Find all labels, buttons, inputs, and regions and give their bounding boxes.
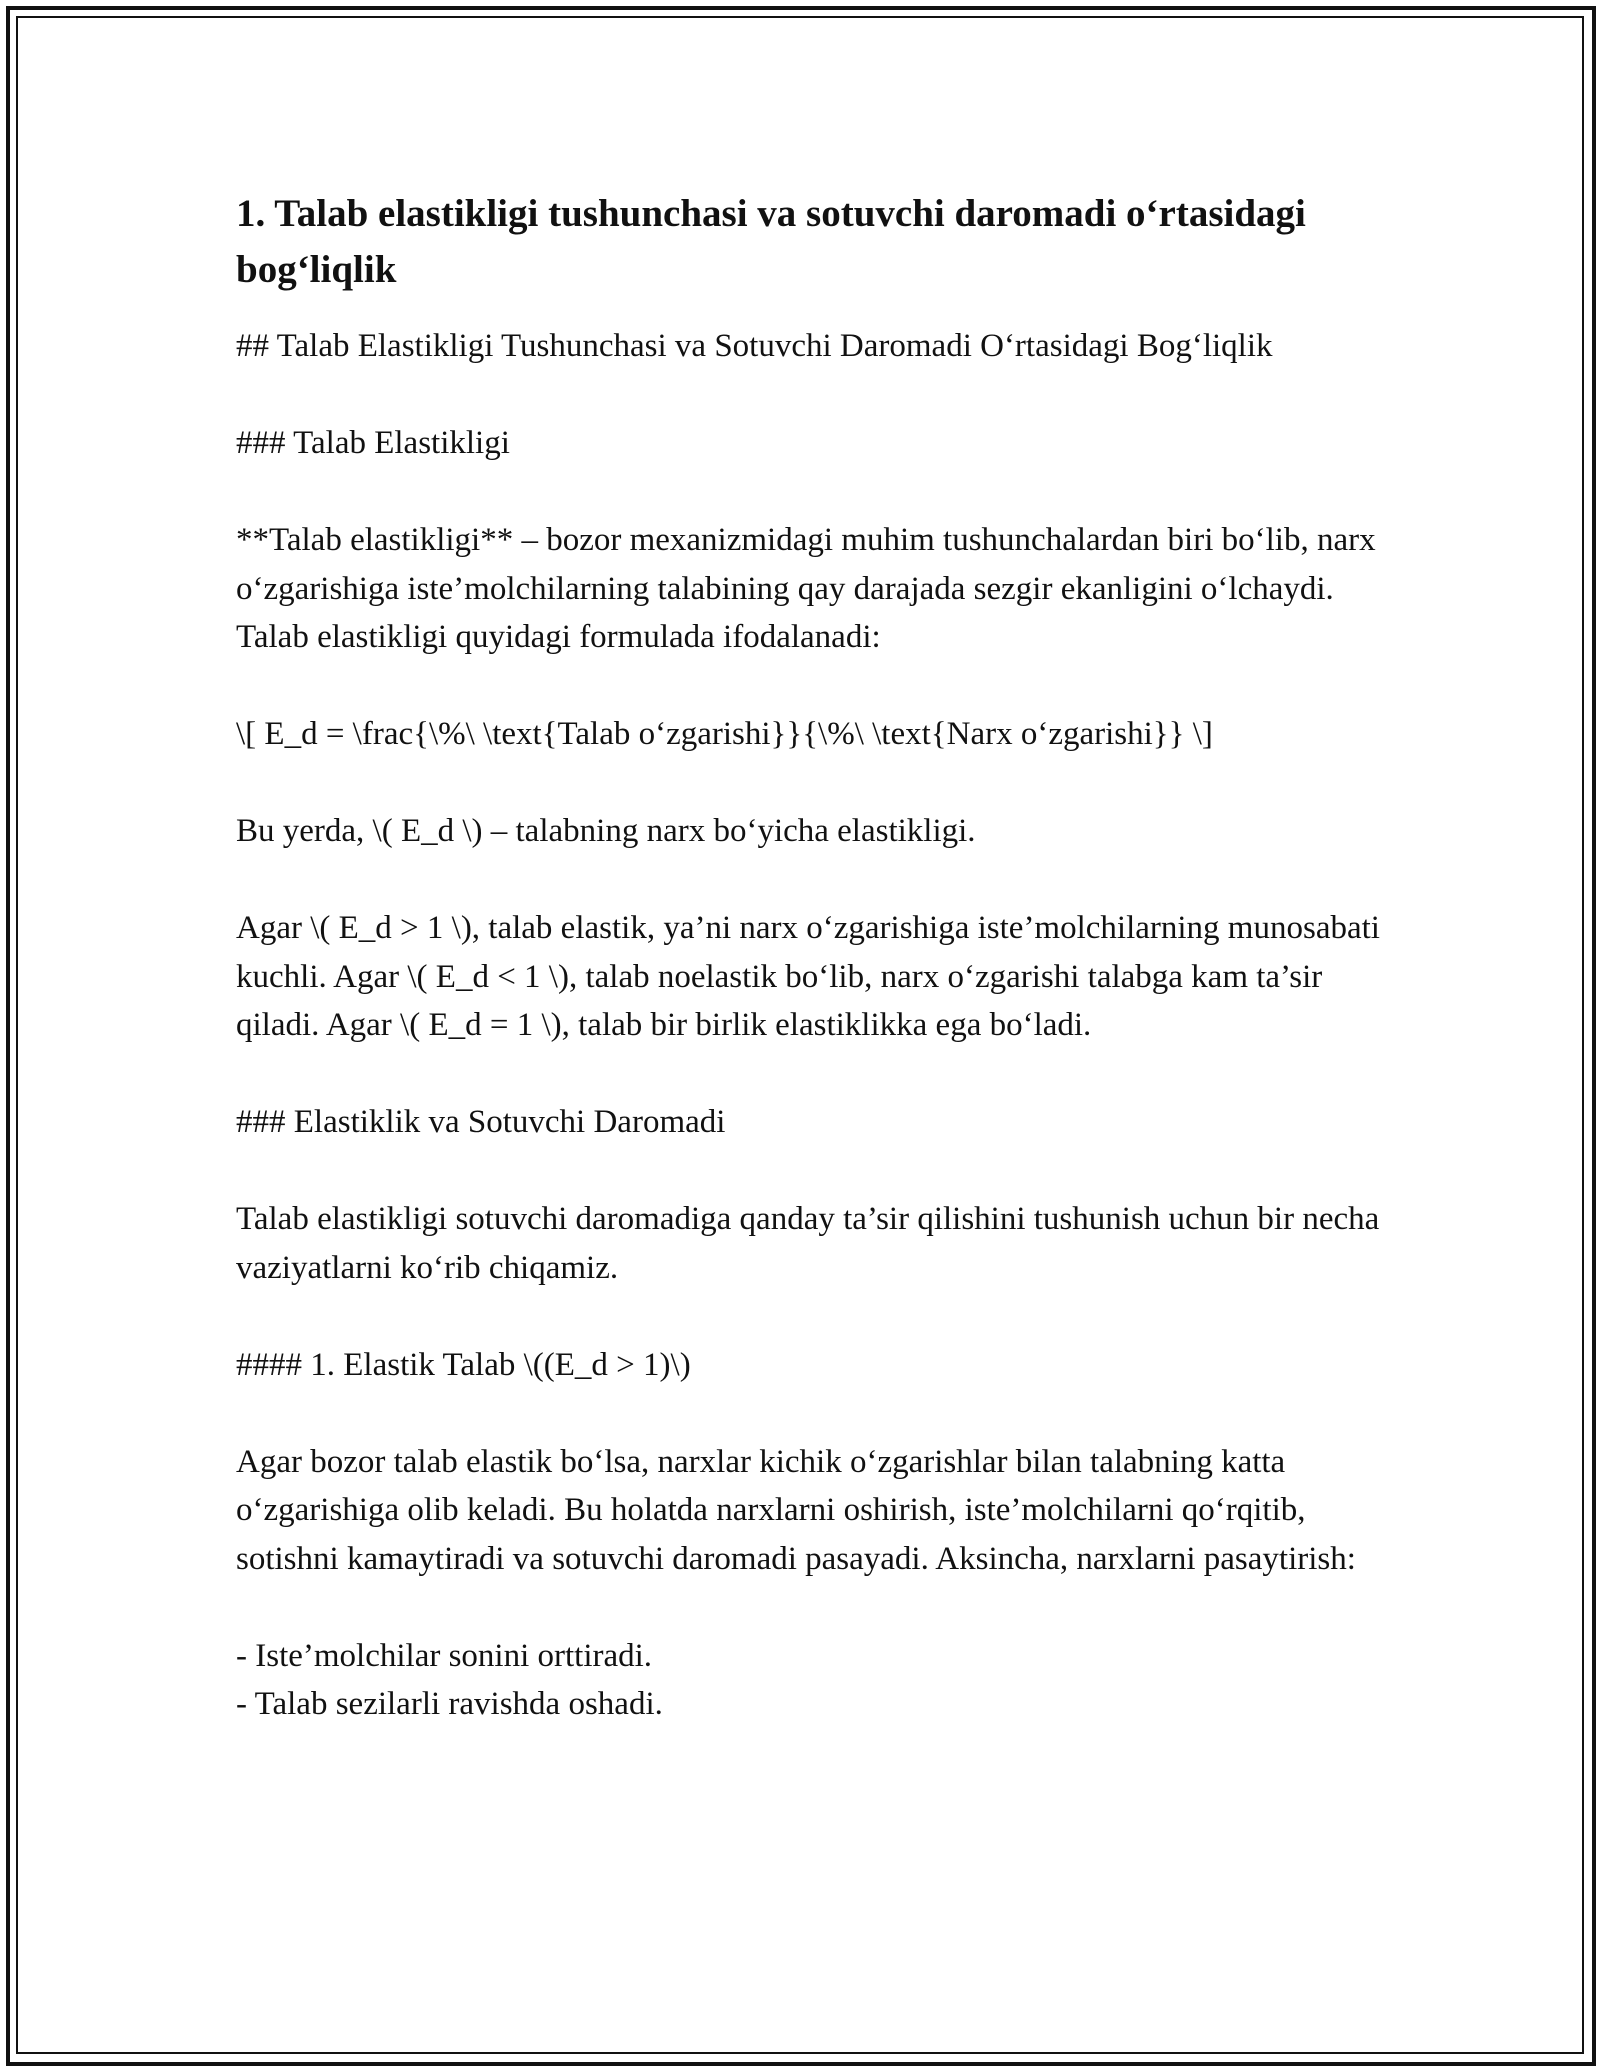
- list-item: - Iste’molchilar sonini orttiradi.: [236, 1637, 653, 1674]
- list-item: - Talab sezilarli ravishda oshadi.: [236, 1686, 663, 1722]
- heading-2-line: ## Talab Elastikligi Tushunchasi va Sotuvchi Daromadi O‘rtasidagi Bog‘liqlik: [236, 328, 1273, 364]
- definition-paragraph: **Talab elastikligi** – bozor mexanizmidagi muhim tushunchalardan biri bo‘lib, narx o‘zgarishiga iste’molchilarning talabining qay darajada sezgir ekanligini o‘lchaydi. Talab elastikligi quyidagi formulada ifodalanadi:: [236, 522, 1376, 655]
- elastic-demand-paragraph: Agar bozor talab elastik bo‘lsa, narxlar kichik o‘zgarishlar bilan talabning katta o‘zgarishiga olib keladi. Bu holatda narxlarni oshirish, iste’molchilarni qo‘rqitib, sotishni kamaytiradi va sotuvchi daromadi pasayadi. Aksincha, narxlarni pasaytirish:: [236, 1443, 1356, 1577]
- heading-3-elastiklik-daromad: ### Elastiklik va Sotuvchi Daromadi: [236, 1104, 726, 1140]
- document-title: 1. Talab elastikligi tushunchasi va sotuvchi daromadi o‘rtasidagi bog‘liqlik: [236, 192, 1306, 291]
- intro-paragraph: Talab elastikligi sotuvchi daromadiga qanday ta’sir qilishini tushunish uchun bir necha vaziyatlarni ko‘rib chiqamiz.: [236, 1201, 1380, 1286]
- document-page: [236, 186, 1396, 1729]
- heading-3-talab-elastikligi: ### Talab Elastikligi: [236, 425, 510, 461]
- elasticity-cases-paragraph: Agar \( E_d > 1 \), talab elastik, ya’ni narx o‘zgarishiga iste’molchilarning munosabati kuchli. Agar \( E_d < 1 \), talab noelastik bo‘lib, narx o‘zgarishi talabga kam ta’sir qiladi. Agar \( E_d = 1 \), talab bir birlik elastiklikka ega bo‘ladi.: [236, 910, 1380, 1043]
- formula-explanation: Bu yerda, \( E_d \) – talabning narx bo‘yicha elastikligi.: [236, 813, 976, 849]
- heading-4-elastik-talab: #### 1. Elastik Talab \((E_d > 1)\): [236, 1346, 691, 1383]
- effects-list: [236, 1632, 1396, 1729]
- formula-line: \[ E_d = \frac{\%\ \text{Talab o‘zgarishi}}{\%\ \text{Narx o‘zgarishi}} \]: [236, 716, 1213, 752]
